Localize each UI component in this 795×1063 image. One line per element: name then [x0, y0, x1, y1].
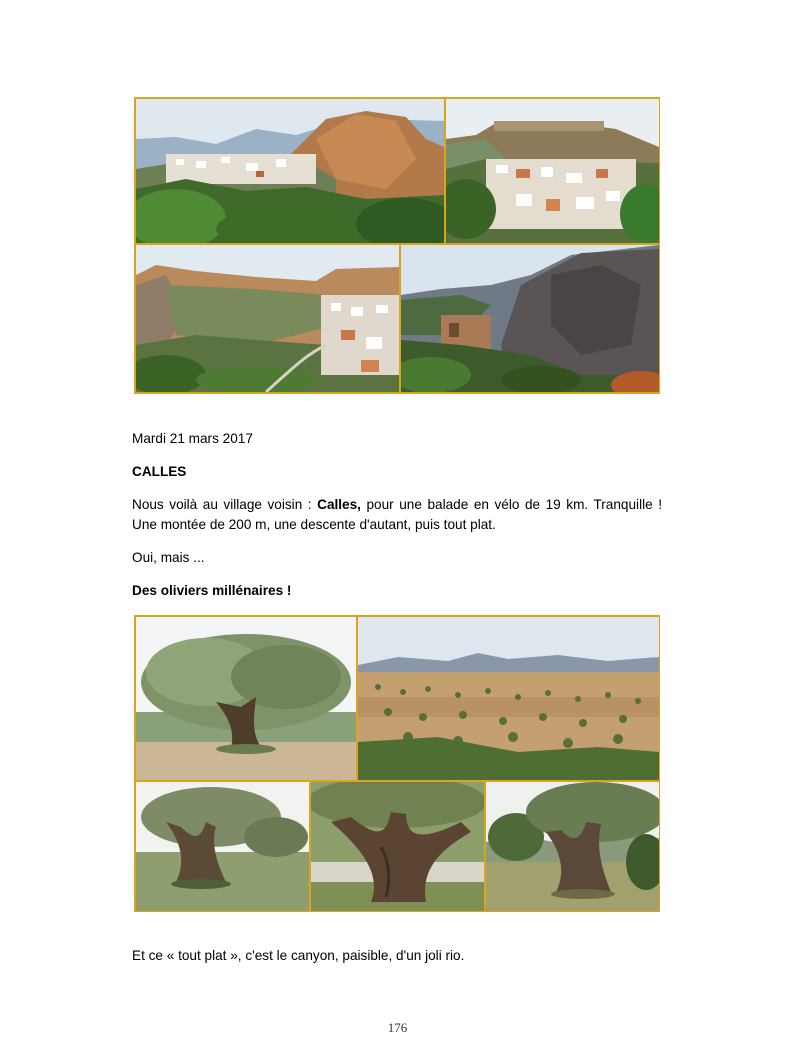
- village-under-limestone-cliff-photo: [136, 99, 444, 243]
- olive-trees-subheading: Des oliviers millénaires !: [132, 583, 292, 598]
- olive-grove-plain-photo: [358, 617, 659, 780]
- valley-with-village-and-cliffs-photo: [136, 245, 399, 392]
- place-name-calles: Calles,: [317, 497, 361, 512]
- village-below-castle-ridge-photo: [446, 99, 659, 243]
- paragraph-intro: Nous voilà au village voisin :: [132, 497, 318, 512]
- date-line: Mardi 21 mars 2017: [132, 431, 253, 446]
- village-photo-collage: [134, 97, 660, 394]
- closing-line: Et ce « tout plat », c'est le canyon, paisible, d'un joli rio.: [132, 948, 465, 963]
- oui-mais-line: Oui, mais ...: [132, 550, 205, 565]
- page-number: 176: [387, 1020, 408, 1035]
- gnarled-olive-tree-photo: [136, 782, 309, 911]
- old-olive-tree-photo: [486, 782, 659, 911]
- ancient-olive-tree-photo: [136, 617, 356, 780]
- paragraph-rest: pour une balade en vélo de 19 km. Tranquille ! Une montée de 200 m, une descente d'autant, puis tout plat.: [132, 497, 662, 532]
- canyon-cliff-with-ruin-photo: [401, 245, 659, 392]
- section-heading: CALLES: [132, 464, 187, 479]
- ride-description-paragraph: [132, 495, 662, 535]
- olive-trees-photo-collage: [134, 615, 660, 912]
- olive-trunk-closeup-photo: [311, 782, 484, 911]
